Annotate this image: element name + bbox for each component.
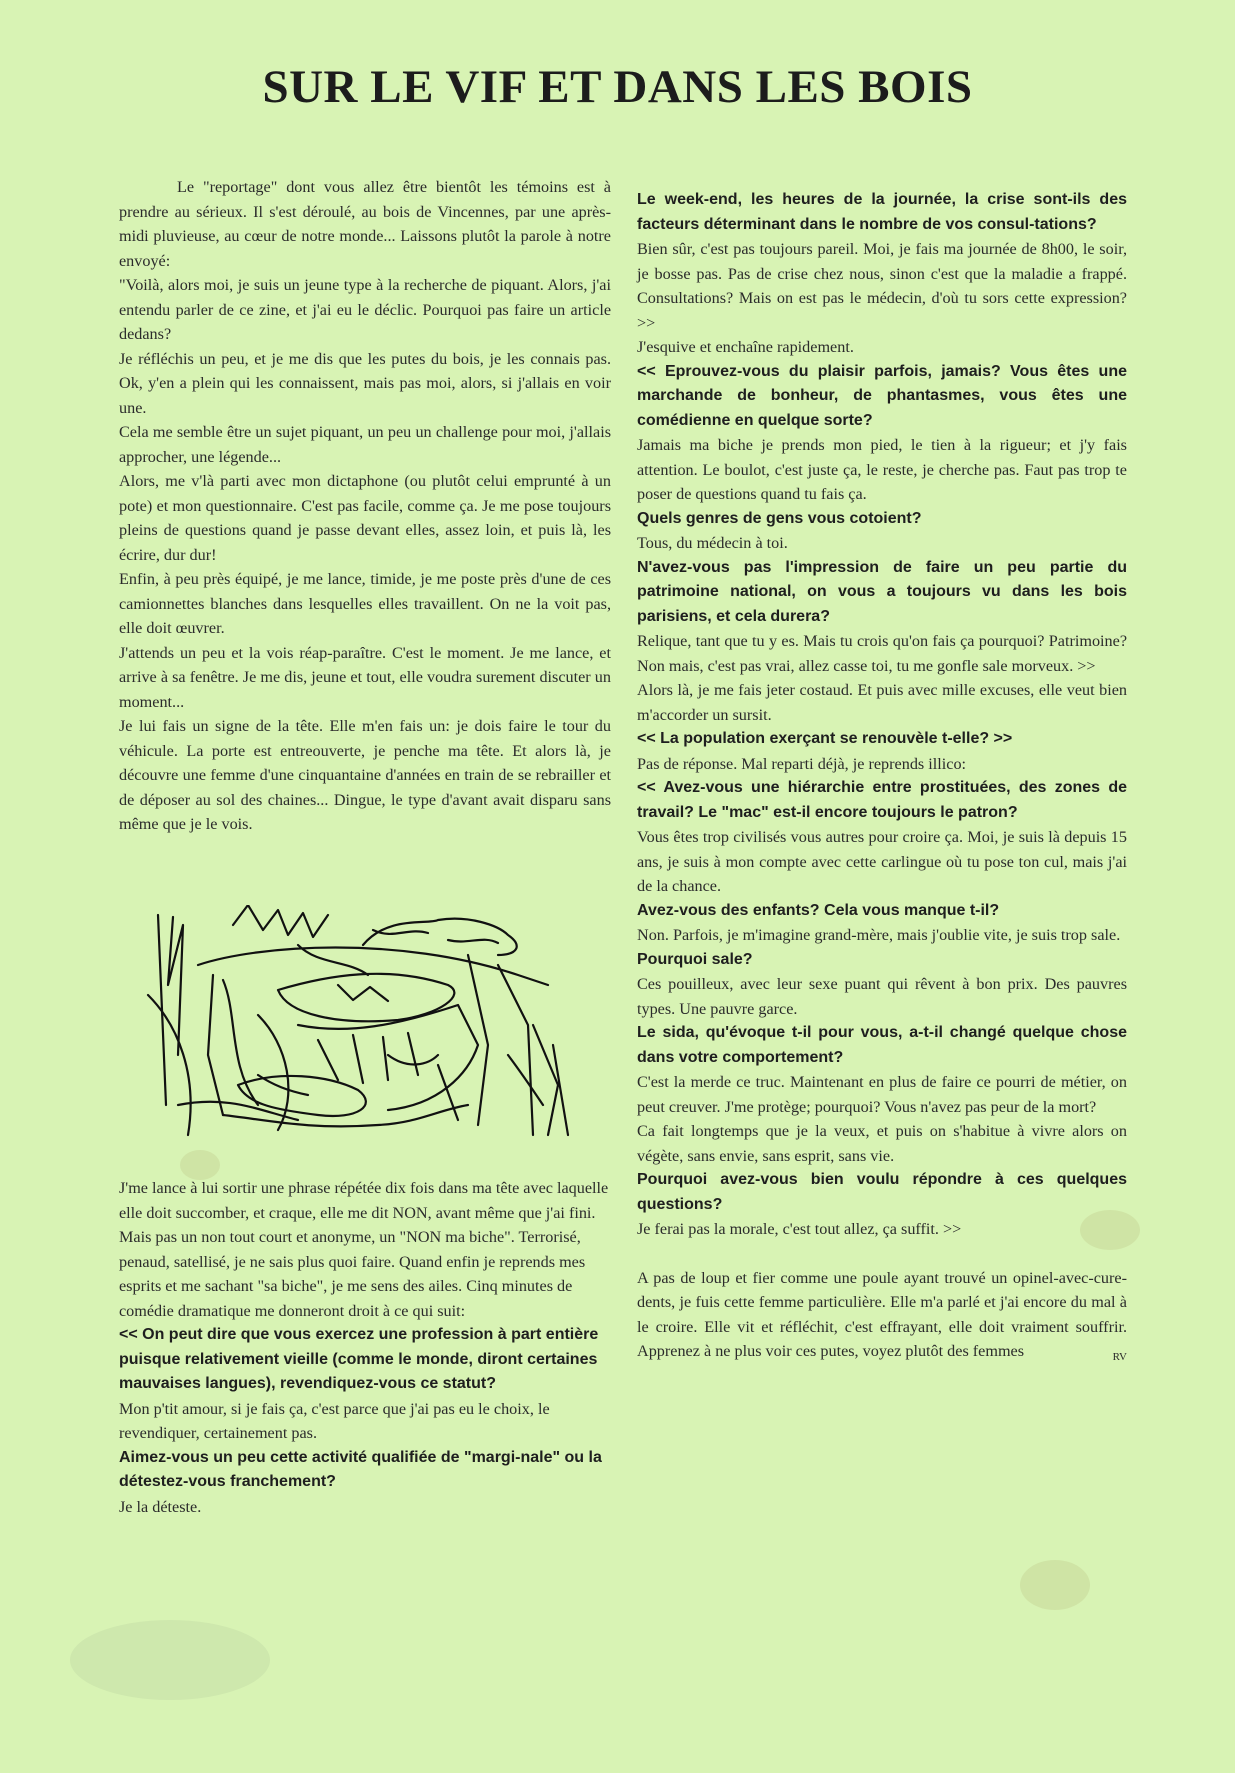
- paragraph: Ca fait longtemps que je la veux, et puis on s'habitue à vivre alors on végète, sans envie, sans esprit, sans vie.: [637, 1122, 1127, 1165]
- paragraph: Tous, du médecin à toi.: [637, 534, 788, 552]
- interview-question: << Eprouvez-vous du plaisir parfois, jamais? Vous êtes une marchande de bonheur, de phantasmes, vous êtes une comédienne en quelque sorte?: [637, 362, 1127, 429]
- paragraph: Alors, me v'là parti avec mon dictaphone (ou plutôt celui emprunté à un pote) et mon questionnaire. C'est pas facile, comme ça. Je me pose toujours pleins de questions quand je passe devant elles, assez loin, et puis là, les écrire, dur dur!: [119, 472, 611, 564]
- paragraph: Bien sûr, c'est pas toujours pareil. Moi, je fais ma journée de 8h00, le soir, je bosse pas. Pas de crise chez nous, sinon c'est que la maladie a frappé. Consultations? Mais on est pas le médecin, d'où tu sors cette expression? >>: [637, 240, 1127, 332]
- paragraph: Je réfléchis un peu, et je me dis que les putes du bois, je les connais pas. Ok, y'en a plein qui les connaissent, mais pas moi, alors, si j'allais en voir une.: [119, 349, 611, 417]
- interview-question: Aimez-vous un peu cette activité qualifiée de "margi-nale" ou la détestez-vous franchement?: [119, 1448, 602, 1490]
- paragraph: Alors là, je me fais jeter costaud. Et puis avec mille excuses, elle veut bien m'accorder un sursit.: [637, 681, 1127, 724]
- page-title: SUR LE VIF ET DANS LES BOIS: [262, 61, 973, 113]
- author-signature: RV: [1112, 1351, 1127, 1363]
- interview-question: N'avez-vous pas l'impression de faire un peu partie du patrimoine national, on vous a toujours vu dans les bois parisiens, et cela durera?: [637, 558, 1127, 625]
- paragraph: Pas de réponse. Mal reparti déjà, je reprends illico:: [637, 754, 967, 773]
- right-column: [637, 188, 1127, 1370]
- paragraph: Vous êtes trop civilisés vous autres pour croire ça. Moi, je suis là depuis 15 ans, je suis à mon compte avec cette carlingue où tu pose ton cul, mais j'ai de la chance.: [637, 828, 1127, 895]
- paragraph: Enfin, à peu près équipé, je me lance, timide, je me poste près d'une de ces camionnettes blanches dans lesquelles elles travaillent. On ne la voit pas, elle doit œuvrer.: [119, 570, 611, 637]
- paragraph: J'me lance à lui sortir une phrase répétée dix fois dans ma tête avec laquelle elle doit succomber, et craque, elle me dit NON, avant même que j'ai fini. Mais pas un non tout court et anonyme, un "NON ma biche". Terrorisé, penaud, satellisé, je ne sais plus quoi faire. Quand enfin je reprends mes esprits et me sachant "sa biche", je me sens des ailes. Cinq minutes de comédie dramatique me donneront droit à ce qui suit:: [119, 1179, 609, 1320]
- left-column-top: [119, 175, 611, 837]
- paper-stain: [1020, 1560, 1090, 1610]
- paragraph: Je lui fais un signe de la tête. Elle m'en fais un: je dois faire le tour du véhicule. La porte est entreouverte, je penche ma tête. Et alors là, je découvre une femme d'une cinquantaine d'années en train de se rebrailler et de déposer au sol des chaines... Dingue, le type d'avant avait disparu sans même que je le vois.: [119, 717, 611, 833]
- interview-question: Le sida, qu'évoque t-il pour vous, a-t-il changé quelque chose dans votre comportement?: [637, 1024, 1127, 1066]
- paragraph: "Voilà, alors moi, je suis un jeune type à la recherche de piquant. Alors, j'ai entendu parler de ce zine, et j'ai eu le déclic. Pourquoi pas faire un article dedans?: [119, 276, 611, 343]
- interview-question: Pourquoi avez-vous bien voulu répondre à ces quelques questions?: [637, 1171, 1127, 1213]
- closing-text: A pas de loup et fier comme une poule ayant trouvé un opinel-avec-cure-dents, je fuis cette femme particulière. Elle m'a parlé et j'ai encore du mal à le croire. Elle vit et réfléchit, c'est effrayant, elle doit vraiment souffrir. Apprenez à ne plus voir ces putes, voyez plutôt des femmes: [637, 1268, 1127, 1360]
- paragraph: Jamais ma biche je prends mon pied, le tien à la rigueur; et j'y fais attention. Le boulot, c'est juste ça, le reste, je cherche pas. Faut pas trop te poser de questions quand tu fais ça.: [637, 436, 1127, 503]
- interview-question: Le week-end, les heures de la journée, la crise sont-ils des facteurs déterminant dans le nombre de vos consul-tations?: [637, 191, 1127, 233]
- interview-question: << La population exerçant se renouvèle t-elle? >>: [637, 730, 1013, 747]
- paper-stain: [70, 1620, 270, 1700]
- interview-question: << On peut dire que vous exercez une profession à part entière puisque relativement vieille (comme le monde, diront certaines mauvaises langues), revendiquez-vous ce statut?: [119, 1326, 599, 1392]
- paragraph: J'esquive et enchaîne rapidement.: [637, 338, 854, 356]
- interview-question: Avez-vous des enfants? Cela vous manque t-il?: [637, 901, 1000, 919]
- paragraph: Je la déteste.: [119, 1497, 202, 1516]
- paragraph: Ces pouilleux, avec leur sexe puant qui rêvent à bon prix. Des pauvres types. Une pauvre garce.: [637, 975, 1127, 1018]
- left-column-bottom: [119, 1176, 611, 1519]
- interview-question: Pourquoi sale?: [637, 950, 753, 968]
- interview-question: Quels genres de gens vous cotoient?: [637, 509, 922, 527]
- paragraph: Non. Parfois, je m'imagine grand-mère, mais j'oublie vite, je suis trop sale.: [637, 926, 1121, 944]
- paragraph: Mon p'tit amour, si je fais ça, c'est parce que j'ai pas eu le choix, le revendiquer, certainement pas.: [119, 1399, 550, 1442]
- paragraph: Cela me semble être un sujet piquant, un peu un challenge pour moi, j'allais approcher, une légende...: [119, 423, 611, 466]
- paragraph: C'est la merde ce truc. Maintenant en plus de faire ce pourri de métier, on peut creuver. J'me protège; pourquoi? Vous n'avez pas peur de la mort?: [637, 1073, 1127, 1116]
- paragraph: Relique, tant que tu y es. Mais tu crois qu'on fais ça pourquoi? Patrimoine? Non mais, c'est pas vrai, allez casse toi, tu me gonfle sale morveux. >>: [637, 632, 1127, 675]
- interview-question: << Avez-vous une hiérarchie entre prostituées, des zones de travail? Le "mac" est-il encore toujours le patron?: [637, 779, 1127, 821]
- closing-paragraph: [637, 1266, 1127, 1364]
- paragraph: Je ferai pas la morale, c'est tout allez, ça suffit. >>: [637, 1220, 962, 1238]
- sketch-illustration: [138, 905, 578, 1145]
- intro-paragraph: Le "reportage" dont vous allez être bientôt les témoins est à prendre au sérieux. Il s'est déroulé, au bois de Vincennes, par une après-midi pluvieuse, au cœur de notre monde... Laissons plutôt la parole à notre envoyé:: [119, 178, 611, 270]
- paragraph: J'attends un peu et la vois réap-paraître. C'est le moment. Je me lance, et arrive à sa fenêtre. Je me dis, jeune et tout, elle voudra surement discuter un moment...: [119, 643, 611, 711]
